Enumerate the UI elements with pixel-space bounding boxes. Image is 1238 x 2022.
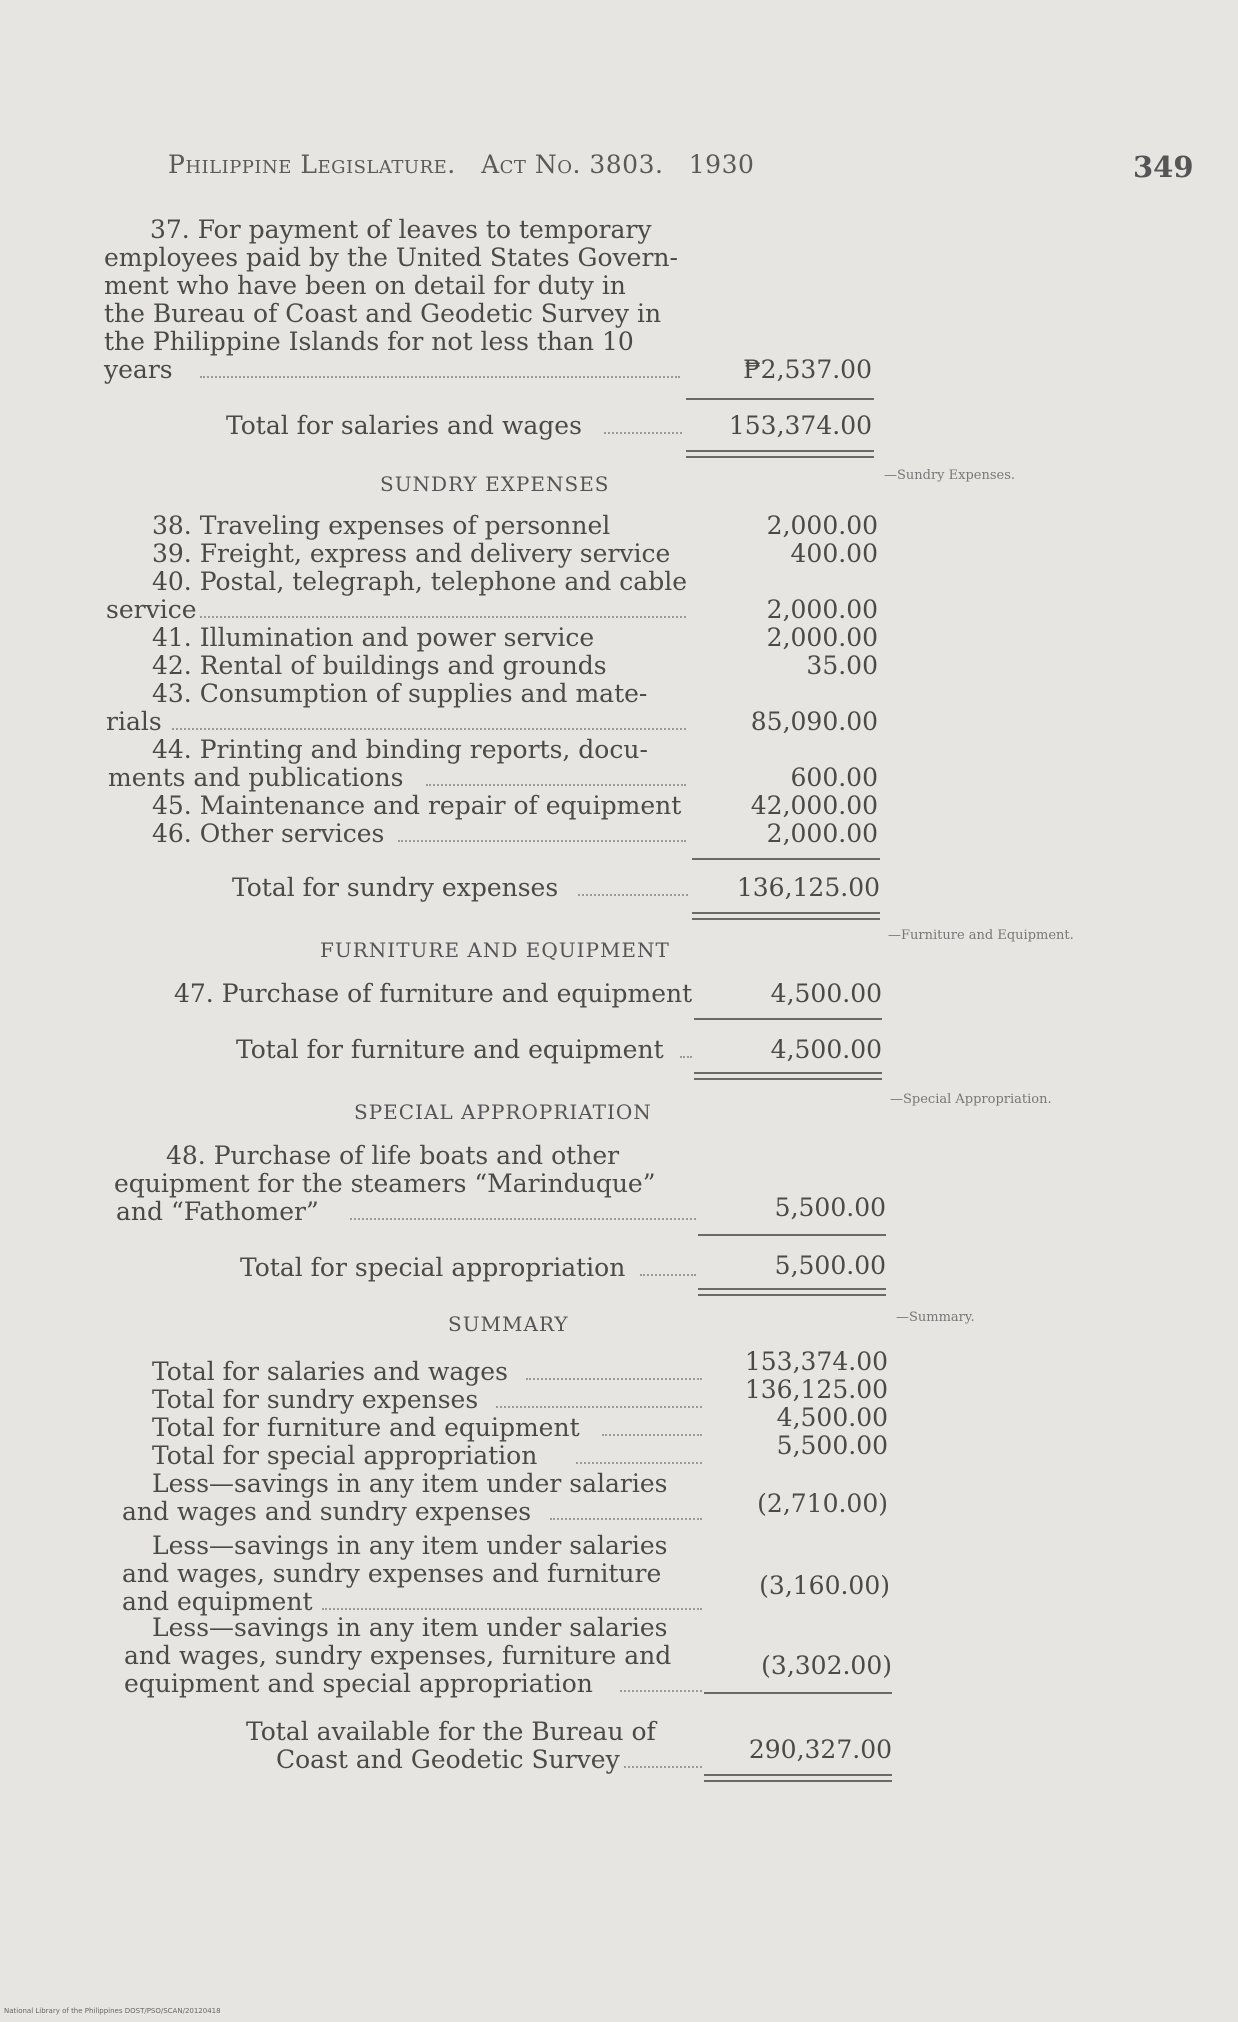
salaries-total-label: Total for salaries and wages [226,411,582,440]
special-line: and “Fathomer” [116,1197,319,1226]
furniture-margin-note: —Furniture and Equipment. [888,928,1074,943]
dot-leader [578,894,688,896]
sundry-line: ments and publications [108,763,404,792]
double-rule [698,1288,886,1296]
sundry-line: 44. Printing and binding reports, docu- [152,735,648,764]
dot-leader [350,1218,696,1220]
sundry-line: service [106,595,197,624]
dot-leader [602,1434,702,1436]
summary-amount: (2,710.00) [757,1489,888,1518]
double-rule [704,1774,892,1782]
item37-amount: ₱2,537.00 [743,355,872,384]
sum-rule [698,1234,886,1236]
sundry-line: 42. Rental of buildings and grounds [152,651,607,680]
dot-leader [200,616,686,618]
special-line: equipment for the steamers “Marinduque” [114,1169,656,1198]
sundry-amount: 2,000.00 [766,511,878,540]
summary-amount: 5,500.00 [776,1431,888,1460]
dot-leader [526,1378,702,1380]
dot-leader [200,376,680,378]
dot-leader [426,784,686,786]
dot-leader [322,1608,702,1610]
summary-line: Total for special appropriation [152,1441,538,1470]
sum-rule [694,1018,882,1020]
special-margin-note: —Special Appropriation. [890,1092,1052,1107]
dot-leader [620,1690,702,1692]
item37-line: the Philippine Islands for not less than 10 [104,327,634,356]
sundry-line: 38. Traveling expenses of personnel [152,511,611,540]
summary-amount: 4,500.00 [776,1403,888,1432]
sum-rule [692,858,880,860]
grand-total-amount: 290,327.00 [748,1735,892,1764]
dot-leader [604,432,682,434]
sundry-amount: 2,000.00 [766,819,878,848]
scan-footer: National Library of the Philippines DOST/PSO/SCAN/20120418 [4,2007,221,2015]
sundry-margin-note: —Sundry Expenses. [884,468,1016,483]
sundry-heading: SUNDRY EXPENSES [380,472,610,496]
sundry-amount: 2,000.00 [766,595,878,624]
sundry-amount: 600.00 [790,763,878,792]
dot-leader [576,1462,702,1464]
act-year: 1930 [688,150,755,179]
summary-heading: SUMMARY [448,1312,569,1336]
running-head [168,150,754,179]
sundry-amount: 35.00 [806,651,878,680]
special-total-amount: 5,500.00 [774,1251,886,1280]
special-amount: 5,500.00 [774,1193,886,1222]
summary-line: Total for salaries and wages [152,1357,508,1386]
summary-line: Less—savings in any item under salaries [152,1613,668,1642]
summary-line: and wages and sundry expenses [122,1497,532,1526]
act-number: Act No. 3803. [481,150,664,179]
sundry-line: 41. Illumination and power service [152,623,595,652]
furniture-amount: 4,500.00 [770,979,882,1008]
furniture-total-label: Total for furniture and equipment [236,1035,664,1064]
summary-amount: (3,160.00) [759,1571,890,1600]
dot-leader [172,728,686,730]
special-heading: SPECIAL APPROPRIATION [354,1100,652,1124]
sundry-line: 43. Consumption of supplies and mate- [152,679,648,708]
summary-line: Less—savings in any item under salaries [152,1531,668,1560]
special-total-label: Total for special appropriation [240,1253,626,1282]
sundry-amount: 42,000.00 [750,791,878,820]
double-rule [694,1072,882,1080]
summary-amount: 153,374.00 [744,1347,888,1376]
dot-leader [398,840,686,842]
special-line: 48. Purchase of life boats and other [166,1141,620,1170]
salaries-total-amount: 153,374.00 [728,411,872,440]
furniture-item: 47. Purchase of furniture and equipment [174,979,693,1008]
sundry-total-label: Total for sundry expenses [232,873,559,902]
sundry-line: 45. Maintenance and repair of equipment [152,791,682,820]
grand-total-label: Total available for the Bureau of [246,1717,656,1746]
summary-line: and wages, sundry expenses and furniture [122,1559,662,1588]
item37-line: years [104,355,173,384]
legislature-title: Philippine Legislature. [168,150,456,179]
sundry-amount: 85,090.00 [750,707,878,736]
double-rule [692,912,880,920]
item37-line: ment who have been on detail for duty in [104,271,626,300]
sundry-line: 40. Postal, telegraph, telephone and cable [152,567,688,596]
sundry-amount: 400.00 [790,539,878,568]
summary-line: and wages, sundry expenses, furniture and [124,1641,672,1670]
sundry-line: rials [106,707,162,736]
dot-leader [496,1406,702,1408]
sundry-amount: 2,000.00 [766,623,878,652]
sum-rule [686,398,874,400]
summary-line: Less—savings in any item under salaries [152,1469,668,1498]
sundry-line: 46. Other services [152,819,385,848]
double-rule [686,450,874,458]
sundry-total-amount: 136,125.00 [736,873,880,902]
dot-leader [550,1518,702,1520]
grand-total-label: Coast and Geodetic Survey [276,1745,620,1774]
summary-amount: 136,125.00 [744,1375,888,1404]
sundry-line: 39. Freight, express and delivery service [152,539,671,568]
summary-amount: (3,302.00) [761,1651,892,1680]
furniture-total-amount: 4,500.00 [770,1035,882,1064]
item37-line: 37. For payment of leaves to temporary [150,215,652,244]
summary-line: Total for sundry expenses [152,1385,479,1414]
item37-line: employees paid by the United States Govern- [104,243,678,272]
page-number: 349 [1133,150,1194,184]
summary-line: equipment and special appropriation [124,1669,593,1698]
summary-margin-note: —Summary. [896,1310,975,1325]
sum-rule [704,1692,892,1694]
furniture-heading: FURNITURE AND EQUIPMENT [320,938,670,962]
item37-line: the Bureau of Coast and Geodetic Survey in [104,299,662,328]
dot-leader [624,1766,702,1768]
summary-line: and equipment [122,1587,313,1616]
summary-line: Total for furniture and equipment [152,1413,580,1442]
